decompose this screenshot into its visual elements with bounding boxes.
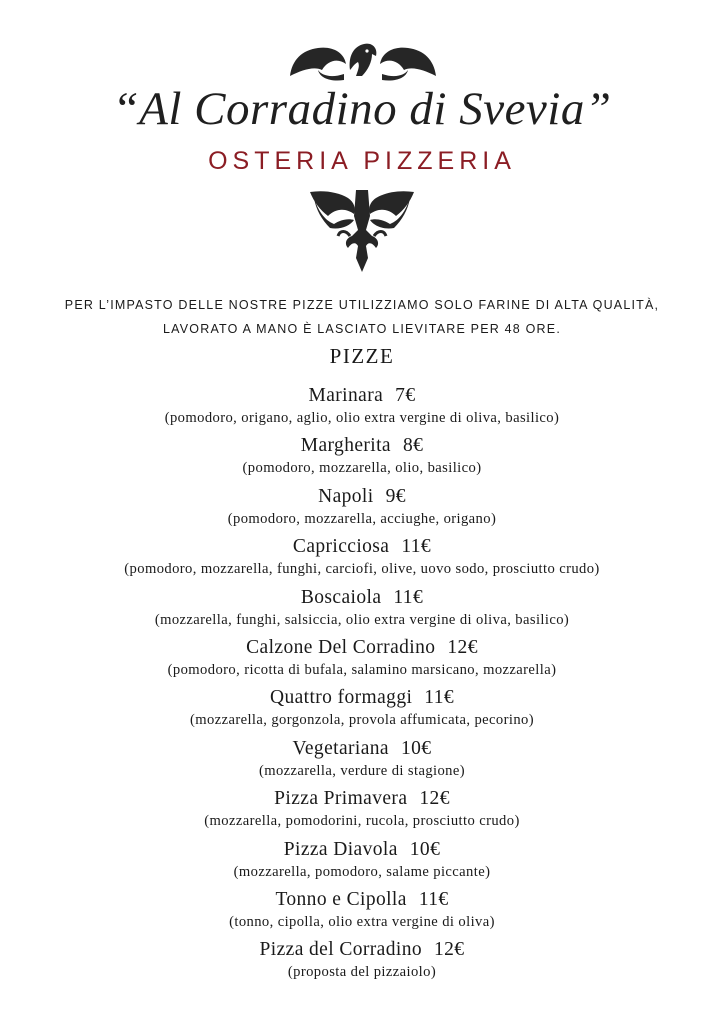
menu-item [0,485,724,535]
item-price: 11€ [393,586,424,608]
item-name: Tonno e Cipolla [275,888,407,910]
item-price: 11€ [424,687,455,709]
item-price: 12€ [419,788,450,810]
item-name: Quattro formaggi [269,687,413,709]
item-price: 10€ [400,737,432,759]
item-description: (proposta del pizzaiolo) [287,964,437,981]
menu-item [0,434,724,484]
eagle-crest-top-icon [288,40,438,84]
item-name: Margherita [300,435,391,457]
item-name: Calzone Del Corradino [246,636,436,658]
item-description: (mozzarella, pomodorini, rucola, prosciutto crudo) [204,813,520,830]
menu-item [0,384,724,434]
item-price: 11€ [401,536,432,558]
restaurant-name: “Al Corradino di Svevia” [112,83,612,135]
item-description: (mozzarella, funghi, salsiccia, olio extra vergine di oliva, basilico) [154,611,570,628]
item-price: 12€ [447,636,478,658]
item-price: 10€ [409,838,441,860]
item-name: Pizza Primavera [274,788,408,810]
item-price: 9€ [385,485,406,507]
item-description: (mozzarella, verdure di stagione) [258,762,466,779]
menu-item [0,636,724,686]
menu-item [0,787,724,837]
menu-item [0,888,724,938]
item-description: (mozzarella, gorgonzola, provola affumicata, pecorino) [189,712,534,729]
pizza-menu-list [0,384,724,989]
item-description: (pomodoro, origano, aglio, olio extra vergine di oliva, basilico) [164,410,560,426]
menu-item [0,838,724,888]
restaurant-subtitle: OSTERIA PIZZERIA [208,147,516,175]
item-price: 7€ [395,385,416,406]
item-name: Pizza Diavola [283,838,398,860]
eagle-crest-bottom-icon [310,186,414,272]
item-description: (pomodoro, ricotta di bufala, salamino marsicano, mozzarella) [167,661,557,678]
item-price: 12€ [434,939,465,961]
menu-item [0,737,724,787]
section-title: PIZZE [329,344,395,368]
item-description: (pomodoro, mozzarella, acciughe, origano) [227,510,497,527]
intro-line-2: LAVORATO A MANO È LASCIATO LIEVITARE PER 48 ORE. [163,322,561,336]
menu-item [0,586,724,636]
intro-text [0,293,724,341]
menu-item [0,686,724,736]
item-price: 11€ [418,888,449,910]
intro-line-1: PER L’IMPASTO DELLE NOSTRE PIZZE UTILIZZIAMO SOLO FARINE DI ALTA QUALITÀ, [64,298,660,312]
item-name: Napoli [318,485,374,507]
item-name: Marinara [308,385,384,406]
item-name: Capricciosa [292,536,390,558]
item-description: (pomodoro, mozzarella, funghi, carciofi, olive, uovo sodo, prosciutto crudo) [124,561,600,578]
item-name: Boscaiola [300,586,382,608]
item-name: Pizza del Corradino [259,939,422,961]
item-name: Vegetariana [292,737,389,759]
menu-item [0,938,724,988]
item-description: (mozzarella, pomodoro, salame piccante) [233,863,491,880]
item-description: (tonno, cipolla, olio extra vergine di oliva) [229,913,495,930]
item-description: (pomodoro, mozzarella, olio, basilico) [242,460,482,477]
item-price: 8€ [402,435,424,457]
menu-item [0,535,724,585]
